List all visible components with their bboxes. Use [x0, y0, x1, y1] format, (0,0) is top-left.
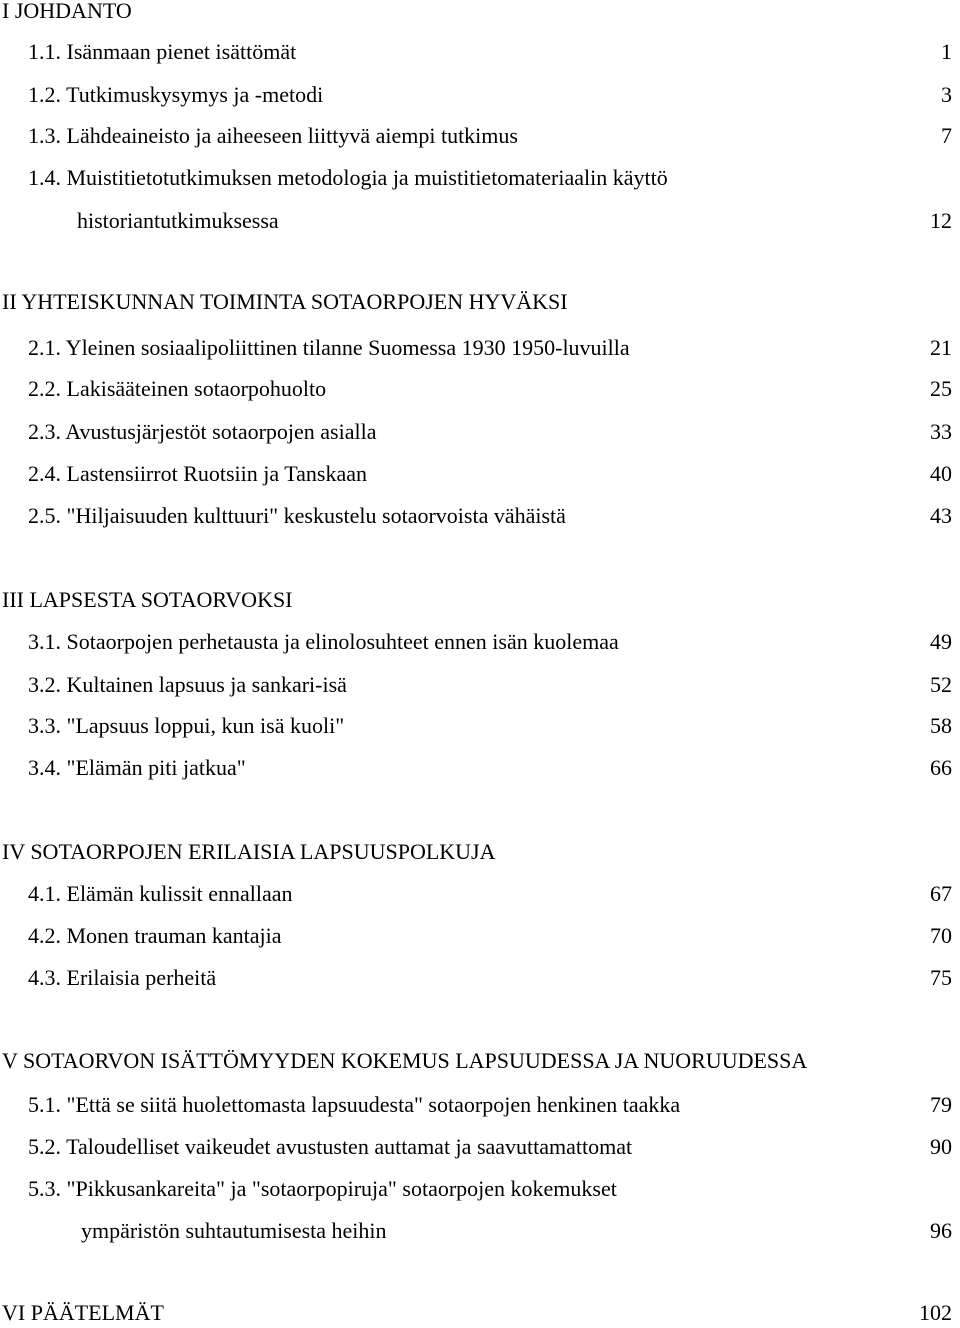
section-heading-i — [0, 0, 960, 26]
entry-title: 3.3. "Lapsuus loppui, kun isä kuoli" — [28, 713, 345, 738]
entry-title: 2.5. "Hiljaisuuden kulttuuri" keskustelu sotaorvoista vähäistä — [28, 503, 566, 528]
entry-title: 4.1. Elämän kulissit ennallaan — [28, 881, 293, 906]
toc-entry — [0, 627, 960, 657]
toc-entry — [0, 80, 960, 110]
section-title: IV SOTAORPOJEN ERILAISIA LAPSUUSPOLKUJA — [2, 839, 496, 864]
entry-page: 49 — [930, 629, 952, 654]
toc-entry — [0, 374, 960, 404]
entry-title: 5.2. Taloudelliset vaikeudet avustusten auttamat ja saavuttamattomat — [28, 1134, 633, 1159]
entry-page: 1 — [941, 39, 952, 64]
section-heading-ii — [0, 287, 960, 317]
entry-title: 1.1. Isänmaan pienet isättömät — [28, 39, 297, 64]
toc-entry — [0, 963, 960, 993]
entry-page: 52 — [930, 672, 952, 697]
entry-title: 5.1. "Että se siitä huolettomasta lapsuudesta" sotaorpojen henkinen taakka — [28, 1092, 681, 1117]
toc-entry — [0, 459, 960, 489]
section-heading-vi — [0, 1298, 960, 1328]
entry-page: 79 — [930, 1092, 952, 1117]
entry-page: 33 — [930, 419, 952, 444]
entry-title-continuation: historiantutkimuksessa — [77, 208, 279, 233]
toc-entry — [0, 163, 960, 193]
entry-page: 40 — [930, 461, 952, 486]
entry-title: 1.4. Muistitietotutkimuksen metodologia ja muistitietomateriaalin käyttö — [28, 165, 668, 190]
toc-entry — [0, 1090, 960, 1120]
entry-title: 3.2. Kultainen lapsuus ja sankari-isä — [28, 672, 347, 697]
entry-title: 3.1. Sotaorpojen perhetausta ja elinolosuhteet ennen isän kuolemaa — [28, 629, 619, 654]
section-page: 102 — [919, 1300, 952, 1325]
entry-title: 5.3. "Pikkusankareita" ja "sotaorpopiruja" sotaorpojen kokemukset — [28, 1176, 617, 1201]
toc-entry — [0, 1174, 960, 1204]
section-title: I JOHDANTO — [2, 0, 132, 23]
toc-entry — [0, 1132, 960, 1162]
entry-title: 3.4. "Elämän piti jatkua" — [28, 755, 246, 780]
section-heading-iii — [0, 585, 960, 615]
entry-title: 4.3. Erilaisia perheitä — [28, 965, 217, 990]
entry-title: 2.1. Yleinen sosiaalipoliittinen tilanne Suomessa 1930 1950-luvuilla — [28, 335, 630, 360]
entry-title: 1.3. Lähdeaineisto ja aiheeseen liittyvä aiempi tutkimus — [28, 123, 518, 148]
section-title: III LAPSESTA SOTAORVOKSI — [2, 587, 293, 612]
entry-title: 4.2. Monen trauman kantajia — [28, 923, 282, 948]
toc-entry — [0, 37, 960, 67]
section-title: V SOTAORVON ISÄTTÖMYYDEN KOKEMUS LAPSUUDESSA JA NUORUUDESSA — [2, 1048, 808, 1073]
section-title: II YHTEISKUNNAN TOIMINTA SOTAORPOJEN HYVÄKSI — [2, 289, 568, 314]
entry-page: 90 — [930, 1134, 952, 1159]
entry-title: 2.3. Avustusjärjestöt sotaorpojen asialla — [28, 419, 377, 444]
toc-entry — [0, 711, 960, 741]
section-heading-v — [0, 1046, 960, 1076]
entry-page: 25 — [930, 376, 952, 401]
entry-title-continuation: ympäristön suhtautumisesta heihin — [81, 1218, 387, 1243]
entry-title: 1.2. Tutkimuskysymys ja -metodi — [28, 82, 324, 107]
toc-entry-continuation — [0, 206, 960, 236]
entry-page: 66 — [930, 755, 952, 780]
entry-title: 2.2. Lakisääteinen sotaorpohuolto — [28, 376, 327, 401]
entry-page: 43 — [930, 503, 952, 528]
toc-entry — [0, 333, 960, 363]
toc-entry — [0, 417, 960, 447]
toc-entry — [0, 501, 960, 531]
entry-page: 70 — [930, 923, 952, 948]
toc-entry — [0, 879, 960, 909]
toc-entry — [0, 121, 960, 151]
entry-page: 96 — [930, 1218, 952, 1243]
toc-entry — [0, 753, 960, 783]
entry-page: 3 — [941, 82, 952, 107]
toc-entry — [0, 670, 960, 700]
entry-title: 2.4. Lastensiirrot Ruotsiin ja Tanskaan — [28, 461, 368, 486]
entry-page: 67 — [930, 881, 952, 906]
toc-entry — [0, 921, 960, 951]
section-heading-iv — [0, 837, 960, 867]
entry-page: 21 — [930, 335, 952, 360]
entry-page: 75 — [930, 965, 952, 990]
section-title: VI PÄÄTELMÄT — [2, 1300, 164, 1325]
entry-page: 7 — [941, 123, 952, 148]
toc-entry-continuation — [0, 1216, 960, 1246]
entry-page: 12 — [930, 208, 952, 233]
entry-page: 58 — [930, 713, 952, 738]
